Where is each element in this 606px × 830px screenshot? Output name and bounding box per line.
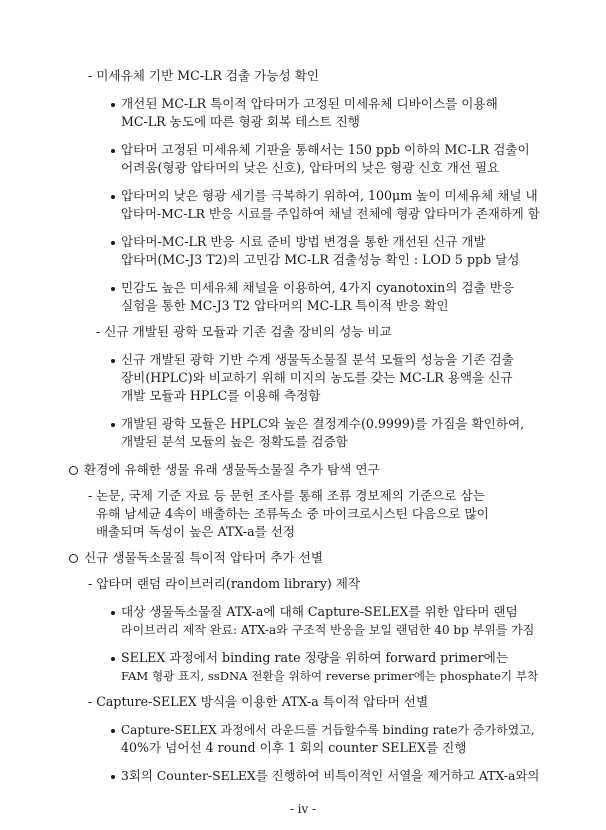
text-line: - 논문, 국제 기준 자료 등 문헌 조사를 통해 조류 경보제의 기준으로 삼는 bbox=[88, 488, 485, 503]
subheading-line: - 미세유체 기반 MC-LR 검출 가능성 확인 bbox=[88, 68, 320, 83]
text-line: 개발된 분석 모듈의 높은 정확도를 검증함 bbox=[121, 434, 348, 449]
bullet-icon bbox=[111, 287, 115, 291]
text-line: Capture-SELEX 과정에서 라운드를 거듭할수록 binding rate가 증가하였고, bbox=[121, 723, 535, 737]
text-line: 신규 개발된 광학 기반 수계 생물독소물질 분석 모듈의 성능을 기존 검출 bbox=[121, 352, 514, 367]
text-line: 개선된 MC-LR 특이적 압타머가 고정된 미세유체 디바이스를 이용해 bbox=[121, 96, 498, 111]
text-line: 개발 모듈과 HPLC를 이용해 측정함 bbox=[121, 388, 321, 403]
text-line: 압타머 고정된 미세유체 기판을 통해서는 150 ppb 이하의 MC-LR 검출이 bbox=[121, 142, 530, 157]
bullet-icon bbox=[111, 729, 115, 733]
subheading-line: - Capture-SELEX 방식을 이용한 ATX-a 특이적 압타머 선별 bbox=[88, 694, 429, 709]
bullet-icon bbox=[111, 241, 115, 245]
bullet-icon bbox=[111, 657, 115, 661]
text-line: FAM 형광 표지, ssDNA 전환을 위하여 reverse primer에는 phosphate기 부착 bbox=[121, 669, 539, 683]
text-line: 3회의 Counter-SELEX를 진행하여 비특이적인 서열을 제거하고 ATX-a와의 bbox=[121, 768, 540, 783]
text-line: 유해 남세균 4속이 배출하는 조류독소 중 마이크로시스틴 다음으로 많이 bbox=[96, 506, 489, 521]
text-line: 민감도 높은 미세유체 채널을 이용하여, 4가지 cyanotoxin의 검출 반응 bbox=[121, 280, 515, 295]
subheading-line: - 신규 개발된 광학 모듈과 기존 검출 장비의 성능 비교 bbox=[96, 324, 392, 339]
text-line: 압타머(MC-J3 T2)의 고민감 MC-LR 검출성능 확인 : LOD 5 ppb 달성 bbox=[121, 252, 520, 267]
text-line: 실험을 통한 MC-J3 T2 압타머의 MC-LR 특이적 반응 확인 bbox=[121, 298, 449, 313]
text-line: 장비(HPLC)와 비교하기 위해 미지의 농도를 갖는 MC-LR 용액을 신규 bbox=[121, 370, 513, 385]
text-line: 압타머의 낮은 형광 세기를 극복하기 위하여, 100μm 높이 미세유체 채널 내 bbox=[121, 188, 538, 203]
bullet-icon bbox=[111, 149, 115, 153]
bullet-icon bbox=[111, 775, 115, 779]
bullet-icon bbox=[111, 103, 115, 107]
text-line: 라이브러리 제작 완료: ATX-a와 구조적 반응을 보일 랜덤한 40 bp 부위를 가짐 bbox=[121, 623, 535, 637]
text-line: 대상 생물독소물질 ATX-a에 대해 Capture-SELEX를 위한 압타머 랜덤 bbox=[121, 604, 518, 619]
circle-bullet-icon bbox=[69, 554, 78, 563]
text-line: 어려움(형광 압타머의 낮은 신호), 압타머의 낮은 형광 신호 개선 필요 bbox=[121, 160, 500, 175]
section-heading: 환경에 유해한 생물 유래 생물독소물질 추가 탐색 연구 bbox=[84, 462, 380, 477]
section-heading: 신규 생물독소물질 특이적 압타머 추가 선별 bbox=[84, 550, 323, 565]
bullet-icon bbox=[111, 195, 115, 199]
page-number: - iv - bbox=[289, 802, 317, 816]
text-line: 압타머-MC-LR 반응 시료 준비 방법 변경을 통한 개선된 신규 개발 bbox=[121, 234, 486, 249]
bullet-icon bbox=[111, 611, 115, 615]
text-line: 배출되며 독성이 높은 ATX-a를 선정 bbox=[96, 524, 296, 539]
text-line: 40%가 넘어선 4 round 이후 1 회의 counter SELEX를 진행 bbox=[121, 740, 467, 755]
subheading-line: - 압타머 랜덤 라이브러리(random library) 제작 bbox=[88, 576, 361, 591]
text-line: 압타머-MC-LR 반응 시료를 주입하여 채널 전체에 형광 압타머가 존재하게 함 bbox=[121, 206, 540, 221]
bullet-icon bbox=[111, 423, 115, 427]
text-line: SELEX 과정에서 binding rate 정량을 위하여 forward primer에는 bbox=[121, 650, 509, 665]
bullet-icon bbox=[111, 359, 115, 363]
text-line: MC-LR 농도에 따른 형광 회복 테스트 진행 bbox=[121, 114, 360, 129]
circle-bullet-icon bbox=[69, 466, 78, 475]
text-line: 개발된 광학 모듈은 HPLC와 높은 결정계수(0.9999)를 가짐을 확인하여, bbox=[121, 416, 525, 431]
